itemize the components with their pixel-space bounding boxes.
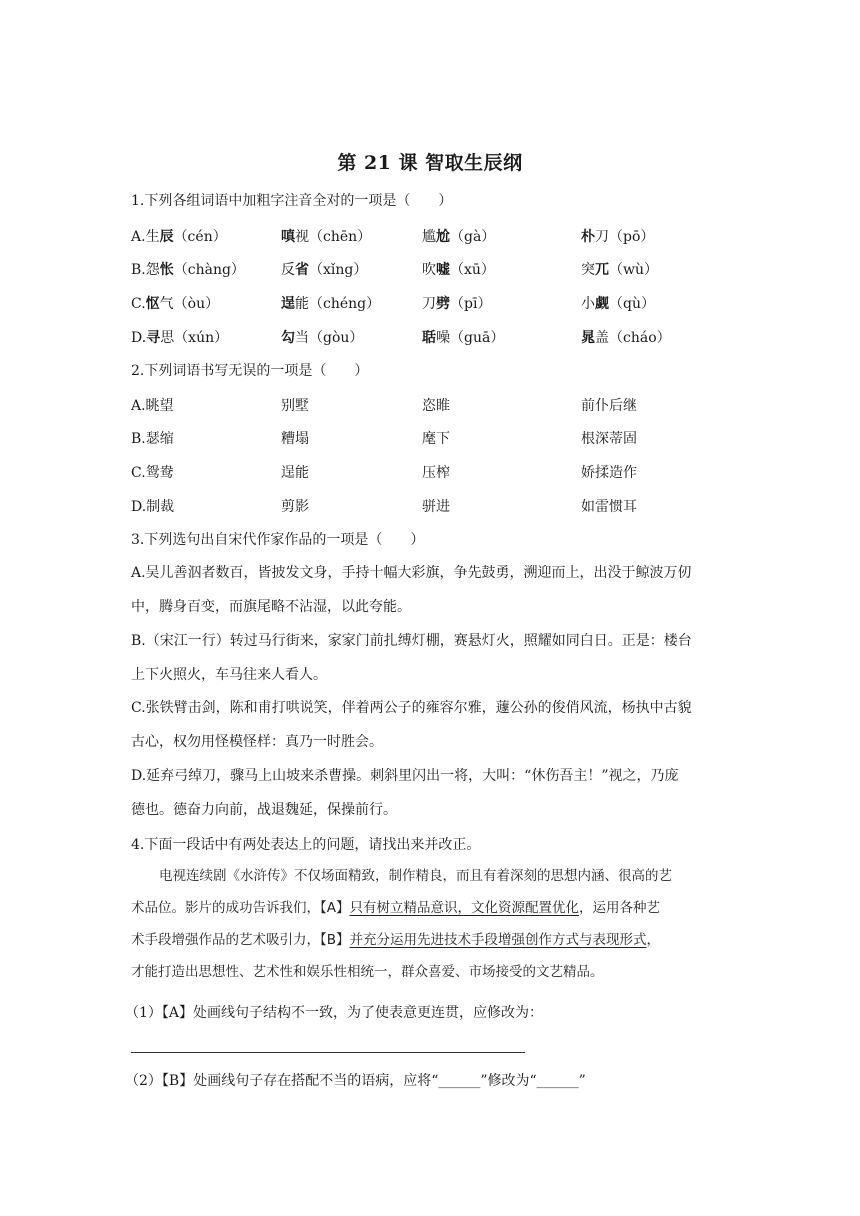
q3-option-c — [131, 691, 731, 759]
q3-c-line-2: 古心，权勿用怪模怪样：真乃一时胜会。 — [131, 734, 383, 750]
q2-b-word-4: 根深蒂固 — [581, 431, 637, 447]
q1-d-item-2: 勾当（gòu） — [281, 330, 364, 346]
marker-a: 【A】 — [320, 900, 350, 916]
q1-option-d — [131, 327, 731, 347]
passage-line-1: 电视连续剧《水浒传》不仅场面精致，制作精良，而且有着深刻的思想内涵、很高的艺 — [159, 868, 672, 884]
passage-line-2: 术品位。影片的成功告诉我们，【A】只有树立精品意识，文化资源配置优化，运用各种艺 — [131, 900, 660, 916]
question-3-stem: 3.下列选句出自宋代作家作品的一项是（ ） — [131, 532, 425, 548]
q1-c-item-1: C.怄气（òu） — [131, 296, 220, 312]
q2-d-word-3: 骈进 — [422, 499, 450, 515]
q3-d-line-1: D.延弃弓绰刀，骤马上山坡来杀曹操。刺斜里闪出一将，大叫：“休伤吾主！”视之，乃庞 — [131, 768, 679, 784]
q2-a-word-3: 恣睢 — [422, 398, 450, 414]
q2-a-word-1: A.眺望 — [131, 398, 174, 414]
q3-b-line-2: 上下火照火，车马往来人看人。 — [131, 667, 327, 683]
q4-subquestion-1: （1）【A】处画线句子结构不一致，为了使表意更连贯，应修改为： — [125, 1005, 544, 1021]
question-1-stem: 1.下列各组词语中加粗字注音全对的一项是（ ） — [131, 193, 453, 209]
q3-a-line-1: A.吴儿善泅者数百，皆披发文身，手持十幅大彩旗，争先鼓勇，溯迎而上，出没于鲸波万仞 — [131, 565, 692, 581]
q2-option-b — [131, 428, 731, 448]
q2-b-word-2: 糟塌 — [281, 431, 309, 447]
q1-b-item-1: B.怨怅（chàng） — [131, 262, 245, 278]
q3-c-line-1: C.张铁臂击剑，陈和甫打哄说笑，伴着两公子的雍容尔雅，蘧公孙的俊俏风流，杨执中古貌 — [131, 700, 692, 716]
q3-option-b — [131, 624, 731, 692]
q1-d-item-3: 聒噪（guā） — [422, 330, 505, 346]
underlined-sentence-a: 只有树立精品意识，文化资源配置优化 — [349, 900, 579, 916]
q2-option-c — [131, 462, 731, 482]
q1-b-item-2: 反省（xǐng） — [281, 262, 368, 278]
passage-line-3: 术手段增强作品的艺术吸引力，【B】并充分运用先进技术手段增强创作方式与表现形式， — [131, 932, 661, 948]
q1-c-item-2: 逞能（chéng） — [281, 296, 381, 312]
q2-d-word-1: D.制裁 — [131, 499, 175, 515]
q2-d-word-4: 如雷惯耳 — [581, 499, 637, 515]
q2-b-word-1: B.瑟缩 — [131, 431, 174, 447]
marker-b: 【B】 — [320, 932, 350, 948]
q2-c-word-2: 逞能 — [281, 465, 309, 481]
q2-a-word-2: 别墅 — [281, 398, 309, 414]
q2-a-word-4: 前仆后继 — [581, 398, 637, 414]
passage-line-4: 才能打造出思想性、艺术性和娱乐性相统一，群众喜爱、市场接受的文艺精品。 — [131, 964, 604, 980]
q1-d-item-4: 晁盖（cháo） — [581, 330, 671, 346]
answer-blank-line[interactable] — [131, 1052, 525, 1053]
q1-c-item-3: 刀劈（pī） — [422, 296, 492, 312]
q2-d-word-2: 剪影 — [281, 499, 309, 515]
question-4-stem: 4.下面一段话中有两处表达上的问题，请找出来并改正。 — [131, 837, 481, 853]
question-2-stem: 2.下列词语书写无误的一项是（ ） — [131, 363, 369, 379]
q1-a-item-1: A.生辰（cén） — [131, 229, 227, 245]
q2-b-word-3: 麾下 — [422, 431, 450, 447]
q1-b-item-4: 突兀（wù） — [581, 262, 658, 278]
q1-a-item-3: 尴尬（gà） — [422, 229, 496, 245]
q2-option-a — [131, 395, 731, 415]
underlined-sentence-b: 并充分运用先进技术手段增强创作方式与表现形式 — [349, 932, 647, 948]
q3-option-d — [131, 759, 731, 827]
q2-c-word-1: C.鸳鸯 — [131, 465, 174, 481]
q2-c-word-3: 压榨 — [422, 465, 450, 481]
q3-b-line-1: B.（宋江一行）转过马行街来，家家门前扎缚灯棚，赛悬灯火，照耀如同白日。正是：楼台 — [131, 633, 692, 649]
q1-c-item-4: 小觑（qù） — [581, 296, 655, 312]
q4-passage — [131, 860, 731, 988]
q1-a-item-2: 嗔视（chēn） — [281, 229, 372, 245]
q3-option-a — [131, 556, 731, 624]
q1-d-item-1: D.寻思（xún） — [131, 330, 229, 346]
q1-option-a — [131, 226, 731, 246]
q1-option-b — [131, 259, 731, 279]
q1-option-c — [131, 293, 731, 313]
q3-d-line-2: 德也。德奋力向前，战退魏延，保操前行。 — [131, 802, 397, 818]
q2-c-word-4: 娇揉造作 — [581, 465, 637, 481]
page-title: 第 21 课 智取生辰纲 — [337, 152, 523, 174]
q4-subquestion-2: （2）【B】处画线句子存在搭配不当的语病，应将“______”修改为“______” — [125, 1073, 586, 1089]
q1-b-item-3: 吹嘘（xū） — [422, 262, 495, 278]
q1-a-item-4: 朴刀（pō） — [581, 229, 655, 245]
q2-option-d — [131, 496, 731, 516]
q3-a-line-2: 中，腾身百变，而旗尾略不沾湿，以此夸能。 — [131, 599, 411, 615]
